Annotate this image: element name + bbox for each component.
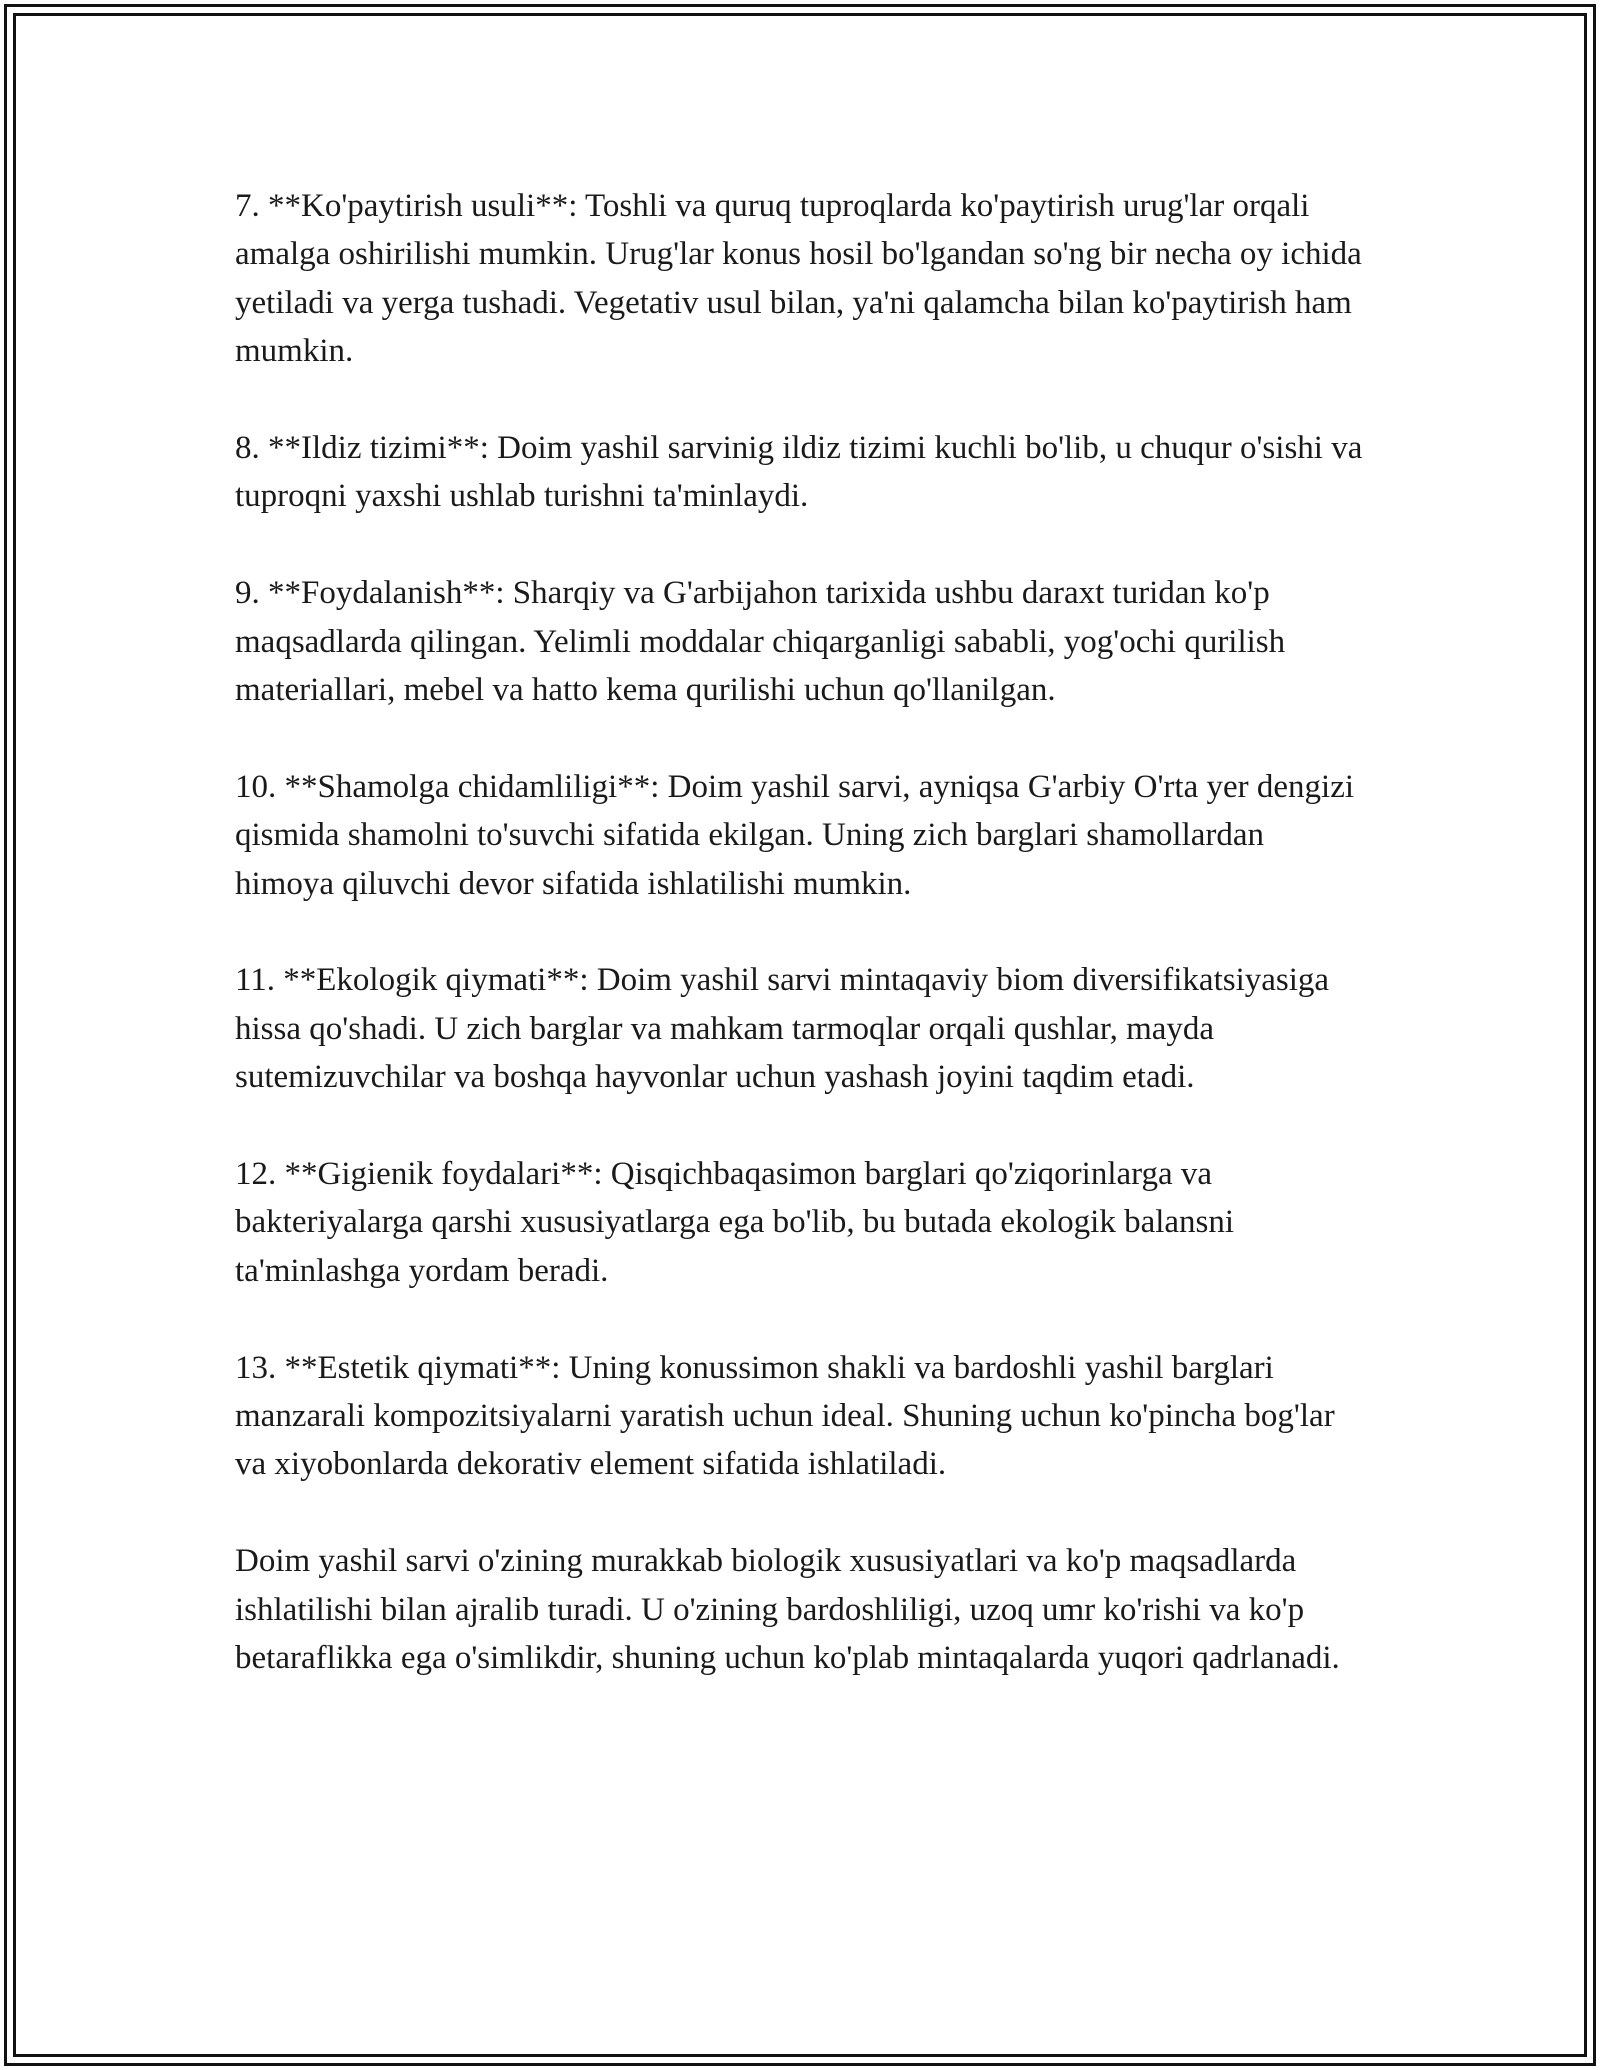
paragraph-aesthetic-value: 13. **Estetik qiymati**: Uning konussimon shakli va bardoshli yashil barglari manzarali kompozitsiyalarni yaratish uchun ideal. Shuning uchun ko'pincha bog'lar va xiyobonlarda dekorativ element sifatida ishlatiladi. bbox=[235, 1349, 1335, 1483]
paragraph-hygienic-benefits: 12. **Gigienik foydalari**: Qisqichbaqasimon barglari qo'ziqorinlarga va bakteriyalarga qarshi xususiyatlarga ega bo'lib, bu butada ekologik balansni ta'minlashga yordam beradi. bbox=[235, 1156, 1235, 1289]
paragraph-usage: 9. **Foydalanish**: Sharqiy va G'arbijahon tarixida ushbu daraxt turidan ko'p maqsadlarda qilingan. Yelimli moddalar chiqarganligi sababli, yog'ochi qurilish materiallari, mebel va hatto kema qurilishi uchun qo'llanilgan. bbox=[235, 575, 1286, 709]
paragraph-conclusion: Doim yashil sarvi o'zining murakkab biologik xususiyatlari va ko'p maqsadlarda ishlatilishi bilan ajralib turadi. U o'zining bardoshliligi, uzoq umr ko'rishi va ko'p betaraflikka ega o'simlikdir, shuning uchun ko'plab mintaqalarda yuqori qadrlanadi. bbox=[235, 1543, 1340, 1677]
document-body bbox=[235, 182, 1365, 1731]
paragraph-wind-resistance: 10. **Shamolga chidamliligi**: Doim yashil sarvi, ayniqsa G'arbiy O'rta yer dengizi qismida shamolni to'suvchi sifatida ekilgan. Uning zich barglari shamollardan himoya qiluvchi devor sifatida ishlatilishi mumkin. bbox=[235, 768, 1355, 902]
paragraph-ecological-value: 11. **Ekologik qiymati**: Doim yashil sarvi mintaqaviy biom diversifikatsiyasiga hissa qo'shadi. U zich barglar va mahkam tarmoqlar orqali qushlar, mayda sutemizuvchilar va boshqa hayvonlar uchun yashash joyini taqdim etadi. bbox=[235, 962, 1330, 1096]
paragraph-propagation: 7. **Ko'paytirish usuli**: Toshli va quruq tuproqlarda ko'paytirish urug'lar orqali amalga oshirilishi mumkin. Urug'lar konus hosil bo'lgandan so'ng bir necha oy ichida yetiladi va yerga tushadi. Vegetativ usul bilan, ya'ni qalamcha bilan ko'paytirish ham mumkin. bbox=[235, 188, 1362, 370]
paragraph-root-system: 8. **Ildiz tizimi**: Doim yashil sarvinig ildiz tizimi kuchli bo'lib, u chuqur o'sishi va tuproqni yaxshi ushlab turishni ta'minlaydi. bbox=[235, 430, 1363, 515]
